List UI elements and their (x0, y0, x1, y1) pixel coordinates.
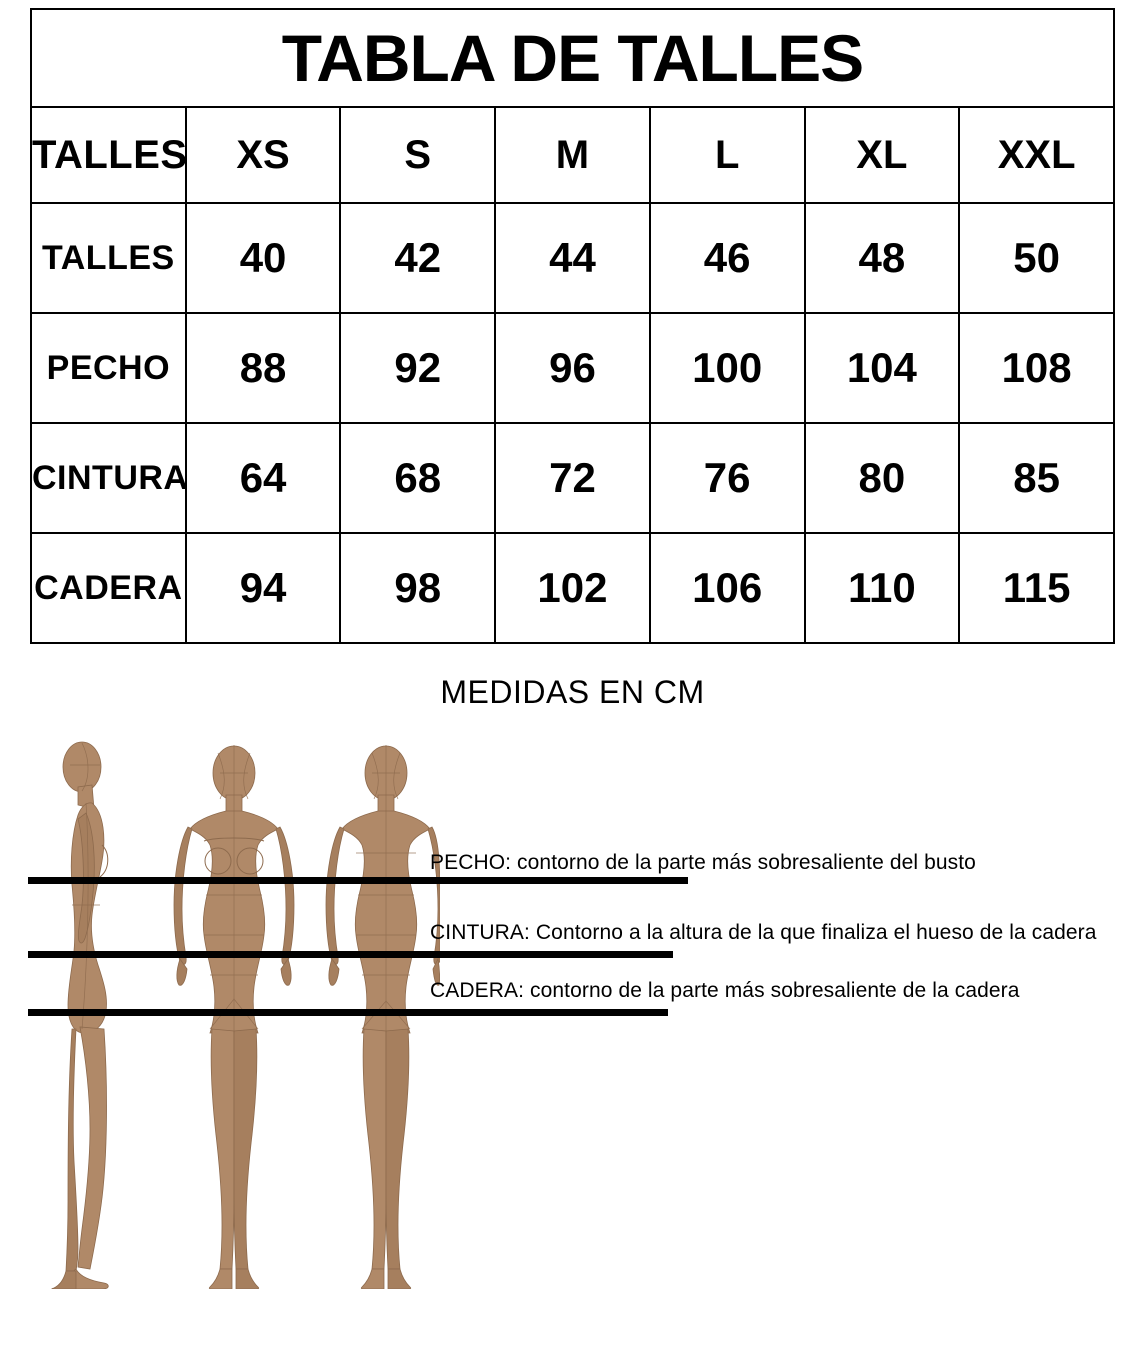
row-label: TALLES (31, 203, 186, 313)
table-header-row (31, 107, 1114, 203)
table-row (31, 313, 1114, 423)
table-row (31, 203, 1114, 313)
legend-chest: PECHO: contorno de la parte más sobresaliente del busto (430, 851, 976, 874)
column-header-4: L (650, 107, 805, 203)
column-header-2: S (340, 107, 495, 203)
table-cell: 88 (186, 313, 341, 423)
table-title-row (31, 9, 1114, 107)
table-cell: 106 (650, 533, 805, 643)
table-cell: 72 (495, 423, 650, 533)
table-cell: 98 (340, 533, 495, 643)
table-cell: 40 (186, 203, 341, 313)
row-label: PECHO (31, 313, 186, 423)
page-title: TABLA DE TALLES (31, 9, 1114, 107)
table-cell: 108 (959, 313, 1114, 423)
legend-hip: CADERA: contorno de la parte más sobresaliente de la cadera (430, 979, 1020, 1002)
row-label: CADERA (31, 533, 186, 643)
table-cell: 92 (340, 313, 495, 423)
table-cell: 44 (495, 203, 650, 313)
waist-measurement-line (28, 951, 673, 958)
legend-waist: CINTURA: Contorno a la altura de la que finaliza el hueso de la cadera (430, 921, 1097, 944)
measurement-diagram (0, 729, 1145, 1289)
table-cell: 96 (495, 313, 650, 423)
table-cell: 76 (650, 423, 805, 533)
units-note: MEDIDAS EN CM (440, 674, 705, 710)
table-row (31, 423, 1114, 533)
table-cell: 94 (186, 533, 341, 643)
table-cell: 46 (650, 203, 805, 313)
table-cell: 48 (805, 203, 960, 313)
table-cell: 102 (495, 533, 650, 643)
table-cell: 85 (959, 423, 1114, 533)
figure-front-view (174, 745, 294, 1289)
table-cell: 115 (959, 533, 1114, 643)
hip-measurement-line (28, 1009, 668, 1016)
column-header-6: XXL (959, 107, 1114, 203)
table-cell: 104 (805, 313, 960, 423)
column-header-3: M (495, 107, 650, 203)
chest-measurement-line (28, 877, 688, 884)
table-cell: 110 (805, 533, 960, 643)
table-cell: 68 (340, 423, 495, 533)
row-label: CINTURA (31, 423, 186, 533)
column-header-0: TALLES (31, 107, 186, 203)
table-cell: 80 (805, 423, 960, 533)
table-cell: 50 (959, 203, 1114, 313)
figure-back-view (326, 745, 440, 1289)
table-cell: 42 (340, 203, 495, 313)
size-chart-table (30, 8, 1115, 644)
table-row (31, 533, 1114, 643)
column-header-5: XL (805, 107, 960, 203)
table-cell: 100 (650, 313, 805, 423)
column-header-1: XS (186, 107, 341, 203)
table-cell: 64 (186, 423, 341, 533)
